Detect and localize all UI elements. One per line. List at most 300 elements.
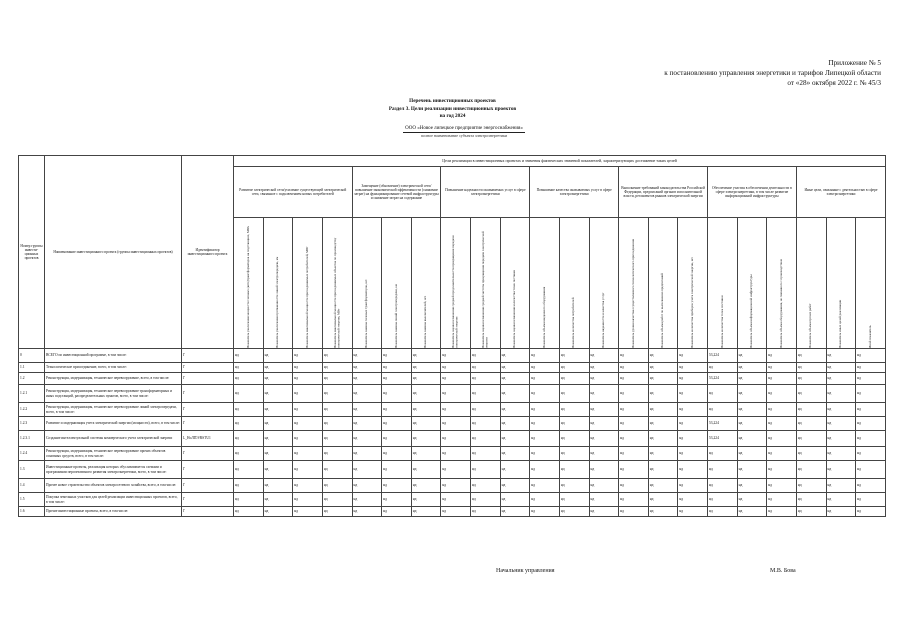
row-value-cell: нд: [856, 479, 886, 493]
row-value-cell: нд: [530, 507, 560, 517]
row-value-cell: нд: [322, 479, 352, 493]
row-value-cell: нд: [619, 447, 649, 461]
row-value-cell: нд: [500, 417, 530, 431]
table-row: [19, 447, 886, 461]
row-value-cell: нд: [293, 403, 323, 417]
row-value-cell: нд: [234, 363, 264, 373]
row-value-cell: нд: [737, 385, 767, 403]
row-value-cell: нд: [767, 385, 797, 403]
row-value-cell: нд: [856, 461, 886, 479]
row-value-cell: нд: [796, 479, 826, 493]
row-value-cell: нд: [382, 507, 412, 517]
header-project-id: Идентификатор инвестиционного проекта: [182, 156, 234, 349]
row-value-cell: нд: [826, 479, 856, 493]
row-value-cell: нд: [500, 363, 530, 373]
row-value-cell: нд: [589, 493, 619, 507]
header-indicator-text: Показатель количества приборов учета электрической энергии, шт.: [689, 256, 694, 348]
row-value-cell: нд: [737, 373, 767, 385]
row-value-cell: нд: [293, 363, 323, 373]
row-value-cell: нд: [293, 461, 323, 479]
row-number: 0: [19, 349, 45, 363]
header-group-2: Замещение (обновление) электрической сети/повышение экономической эффективности (снижение затрат) на функционирование сетевой инфраструктуры и снижение затрат на содержание: [352, 167, 441, 218]
row-project-id: Г: [182, 507, 234, 517]
row-value-cell: нд: [589, 479, 619, 493]
row-value-cell: нд: [441, 349, 471, 363]
row-value-cell: нд: [530, 363, 560, 373]
header-indicator-6: [382, 218, 412, 349]
row-value-cell: нд: [441, 403, 471, 417]
row-value-cell: нд: [441, 431, 471, 447]
header-indicator-text: Показатель увеличения мощности силовых (авто)трансформаторов на подстанциях, МВА: [245, 226, 250, 348]
header-indicator-4: [322, 218, 352, 349]
table-row: [19, 403, 886, 417]
row-value-cell: нд: [648, 461, 678, 479]
row-value-cell: нд: [530, 385, 560, 403]
row-value-cell: нд: [796, 373, 826, 385]
row-value-cell: нд: [322, 403, 352, 417]
table-row: [19, 373, 886, 385]
row-value-cell: нд: [530, 461, 560, 479]
row-value-cell: нд: [678, 493, 708, 507]
row-value-cell: нд: [352, 461, 382, 479]
table-row: [19, 461, 886, 479]
row-value-cell: нд: [234, 447, 264, 461]
row-value-cell: нд: [648, 417, 678, 431]
row-value-cell: нд: [678, 373, 708, 385]
row-value-cell: нд: [234, 349, 264, 363]
row-value-cell: нд: [322, 373, 352, 385]
row-value-cell: нд: [293, 349, 323, 363]
row-value-cell: нд: [322, 349, 352, 363]
header-indicator-12: [559, 218, 589, 349]
row-number: 1.2.3.1: [19, 431, 45, 447]
row-value-cell: нд: [856, 373, 886, 385]
row-value-cell: нд: [263, 507, 293, 517]
row-value-cell: нд: [530, 431, 560, 447]
table-row: [19, 479, 886, 493]
row-value-cell: нд: [619, 373, 649, 385]
row-value-cell: нд: [589, 349, 619, 363]
row-value-cell: нд: [322, 507, 352, 517]
row-project-id: Г: [182, 479, 234, 493]
header-indicator-text: Показатель оценки изменения средней продолжительности прекращения передачи электрической энергии: [451, 235, 459, 348]
row-value-cell: нд: [559, 385, 589, 403]
row-value-cell: нд: [263, 373, 293, 385]
row-value-cell: 53,224: [708, 431, 738, 447]
row-value-cell: нд: [352, 385, 382, 403]
row-value-cell: нд: [322, 385, 352, 403]
row-value-cell: нд: [648, 447, 678, 461]
row-value-cell: нд: [382, 385, 412, 403]
header-group-3: Повышение надежности оказываемых услуг в сфере электроэнергетики: [441, 167, 530, 218]
row-number: 1.2.3: [19, 417, 45, 431]
row-value-cell: нд: [767, 479, 797, 493]
row-number: 1.4: [19, 479, 45, 493]
row-value-cell: нд: [708, 479, 738, 493]
row-value-cell: нд: [234, 417, 264, 431]
header-indicator-text: Показатель уровня качества осуществляемого технологического присоединения: [630, 239, 635, 348]
row-value-cell: нд: [589, 363, 619, 373]
row-value-cell: 53,224: [708, 417, 738, 431]
row-number: 1.6: [19, 507, 45, 517]
row-value-cell: нд: [382, 447, 412, 461]
row-value-cell: нд: [234, 373, 264, 385]
row-value-cell: нд: [737, 431, 767, 447]
row-value-cell: нд: [796, 447, 826, 461]
row-value-cell: нд: [559, 431, 589, 447]
row-value-cell: нд: [530, 403, 560, 417]
row-value-cell: нд: [500, 403, 530, 417]
row-number: 1.3: [19, 461, 45, 479]
header-indicator-15: [648, 218, 678, 349]
row-value-cell: нд: [767, 363, 797, 373]
row-value-cell: нд: [471, 447, 501, 461]
organization-name: ООО «Новое липецкое предприятие энергоснабжения»: [405, 126, 523, 131]
row-value-cell: нд: [530, 447, 560, 461]
row-value-cell: нд: [471, 493, 501, 507]
organization-caption: полное наименование субъекта электроэнергетики: [420, 133, 508, 138]
row-value-cell: нд: [708, 493, 738, 507]
row-value-cell: нд: [619, 493, 649, 507]
row-value-cell: нд: [234, 403, 264, 417]
row-value-cell: нд: [441, 461, 471, 479]
row-value-cell: нд: [737, 403, 767, 417]
row-value-cell: нд: [648, 507, 678, 517]
header-indicator-text: Показатель количества точек поставки: [719, 295, 724, 348]
row-value-cell: нд: [441, 363, 471, 373]
row-value-cell: нд: [382, 479, 412, 493]
table-row: [19, 349, 886, 363]
signature-title: Начальник управления: [496, 568, 555, 574]
row-value-cell: нд: [619, 479, 649, 493]
row-project-id: Г: [182, 363, 234, 373]
row-value-cell: нд: [856, 349, 886, 363]
header-indicator-text: Показатель замены выключателей, шт.: [423, 295, 428, 348]
row-value-cell: нд: [471, 461, 501, 479]
row-value-cell: нд: [382, 363, 412, 373]
row-value-cell: нд: [559, 461, 589, 479]
row-value-cell: нд: [471, 507, 501, 517]
row-value-cell: нд: [293, 479, 323, 493]
row-value-cell: нд: [708, 403, 738, 417]
row-value-cell: нд: [263, 349, 293, 363]
header-indicator-20: [796, 218, 826, 349]
row-value-cell: нд: [471, 479, 501, 493]
row-value-cell: нд: [559, 373, 589, 385]
row-value-cell: нд: [856, 447, 886, 461]
row-value-cell: нд: [678, 363, 708, 373]
header-indicator-22: [856, 218, 886, 349]
row-value-cell: нд: [234, 479, 264, 493]
row-value-cell: нд: [796, 363, 826, 373]
row-value-cell: нд: [589, 385, 619, 403]
row-value-cell: нд: [234, 493, 264, 507]
row-value-cell: нд: [619, 431, 649, 447]
row-value-cell: нд: [411, 363, 441, 373]
header-indicator-text: Показатель максимальной мощности присоединяемых объектов по производству электрической энергии, МВт: [332, 237, 341, 348]
header-indicator-text: Показатель оценки изменения количества точек поставки: [512, 269, 517, 348]
row-project-id: Г: [182, 385, 234, 403]
row-value-cell: нд: [471, 417, 501, 431]
row-value-cell: нд: [856, 417, 886, 431]
row-value-cell: нд: [708, 461, 738, 479]
row-value-cell: нд: [500, 507, 530, 517]
row-value-cell: нд: [352, 373, 382, 385]
header-indicator-text: Показатель объема работ по выполнению предписаний: [660, 273, 665, 348]
header-indicator-text: Показатель объема введенного оборудования: [541, 286, 546, 348]
row-value-cell: нд: [322, 461, 352, 479]
row-value-cell: нд: [559, 403, 589, 417]
row-project-name: Реконструкция, модернизация, техническое перевооружение трансформаторных и иных подстанций, распределительных пунктов, всего, в том числе:: [45, 385, 182, 403]
row-project-id: Г: [182, 403, 234, 417]
row-value-cell: нд: [826, 507, 856, 517]
approval-line-1: Приложение № 5: [828, 59, 881, 67]
row-value-cell: нд: [559, 447, 589, 461]
row-value-cell: нд: [737, 479, 767, 493]
row-value-cell: нд: [471, 385, 501, 403]
row-value-cell: нд: [263, 447, 293, 461]
row-value-cell: нд: [826, 447, 856, 461]
row-value-cell: нд: [411, 385, 441, 403]
row-value-cell: нд: [500, 479, 530, 493]
row-value-cell: нд: [471, 403, 501, 417]
row-value-cell: нд: [619, 507, 649, 517]
approval-line-2: к постановлению управления энергетики и тарифов Липецкой области: [664, 69, 881, 77]
row-value-cell: нд: [826, 461, 856, 479]
header-indicator-text: Показатель замены линий электропередачи, км: [393, 284, 398, 348]
row-value-cell: нд: [678, 417, 708, 431]
row-value-cell: нд: [263, 417, 293, 431]
row-value-cell: нд: [263, 479, 293, 493]
row-project-id: Г: [182, 373, 234, 385]
row-value-cell: нд: [648, 403, 678, 417]
row-project-name: Развитие и модернизация учета электрической энергии (мощности), всего, в том числе:: [45, 417, 182, 431]
row-value-cell: 53,224: [708, 373, 738, 385]
approval-line-3: от «28» октября 2022 г. № 45/3: [787, 79, 881, 87]
header-indicator-text: Показатель увеличения протяженности линий электропередачи, км: [275, 256, 280, 348]
row-value-cell: нд: [411, 493, 441, 507]
header-group-5: Выполнение требований законодательства Российской Федерации, предписаний органов исполнительной власти, регламентов рынков электрической энергии: [619, 167, 708, 218]
row-project-name: Прочие инвестиционные проекты, всего, в том числе:: [45, 507, 182, 517]
header-indicator-text: Показатель оценки изменения средней частоты прекращения передачи электрической энергии: [480, 231, 489, 348]
row-value-cell: нд: [856, 431, 886, 447]
table-row: [19, 385, 886, 403]
title-year: на год 2024: [439, 113, 466, 119]
row-value-cell: нд: [322, 447, 352, 461]
row-value-cell: нд: [708, 385, 738, 403]
row-value-cell: нд: [352, 507, 382, 517]
row-value-cell: нд: [559, 507, 589, 517]
row-value-cell: нд: [826, 373, 856, 385]
row-value-cell: нд: [767, 447, 797, 461]
header-indicator-19: [767, 218, 797, 349]
row-value-cell: нд: [648, 493, 678, 507]
row-project-id: L_НоЛПЭ/RSTU1: [182, 431, 234, 447]
row-value-cell: нд: [856, 403, 886, 417]
row-value-cell: нд: [352, 431, 382, 447]
row-value-cell: нд: [411, 479, 441, 493]
row-value-cell: нд: [293, 385, 323, 403]
row-project-id: Г: [182, 461, 234, 479]
row-value-cell: нд: [678, 403, 708, 417]
header-indicator-text: Показатель объема прочих работ: [808, 303, 813, 348]
row-value-cell: нд: [678, 385, 708, 403]
row-value-cell: нд: [530, 373, 560, 385]
row-value-cell: нд: [737, 447, 767, 461]
header-indicator-text: Показатель количества потребителей: [571, 297, 576, 348]
organization-block: [374, 126, 554, 139]
row-value-cell: нд: [826, 493, 856, 507]
row-value-cell: нд: [796, 385, 826, 403]
header-goals: Цели реализации в инвестиционных проектах и значения фактических значений показателей, характеризующих достижение таких целей: [234, 156, 886, 167]
row-value-cell: нд: [382, 431, 412, 447]
row-value-cell: нд: [767, 461, 797, 479]
row-project-name: Технологическое присоединение, всего, в том числе:: [45, 363, 182, 373]
row-value-cell: нд: [500, 447, 530, 461]
row-number: 1.2.2: [19, 403, 45, 417]
row-value-cell: нд: [678, 447, 708, 461]
row-value-cell: нд: [530, 349, 560, 363]
row-value-cell: нд: [678, 349, 708, 363]
row-value-cell: нд: [411, 507, 441, 517]
row-number: 1.5: [19, 493, 45, 507]
row-value-cell: нд: [293, 493, 323, 507]
table-row: [19, 417, 886, 431]
row-project-id: Г: [182, 417, 234, 431]
header-indicator-8: [441, 218, 471, 349]
row-value-cell: нд: [619, 403, 649, 417]
row-value-cell: нд: [322, 493, 352, 507]
row-value-cell: нд: [767, 373, 797, 385]
row-value-cell: нд: [648, 385, 678, 403]
row-project-id: Г: [182, 447, 234, 461]
row-value-cell: нд: [500, 461, 530, 479]
row-value-cell: нд: [559, 493, 589, 507]
row-number: 1.1: [19, 363, 45, 373]
row-value-cell: нд: [737, 507, 767, 517]
table-row: [19, 431, 886, 447]
row-value-cell: нд: [471, 349, 501, 363]
row-value-cell: нд: [796, 431, 826, 447]
row-value-cell: нд: [322, 431, 352, 447]
row-value-cell: нд: [796, 493, 826, 507]
row-value-cell: нд: [678, 461, 708, 479]
row-number: 1.2: [19, 373, 45, 385]
row-value-cell: нд: [826, 385, 856, 403]
row-value-cell: нд: [796, 507, 826, 517]
table-row: [19, 507, 886, 517]
header-indicator-21: [826, 218, 856, 349]
row-value-cell: нд: [796, 417, 826, 431]
row-value-cell: нд: [441, 479, 471, 493]
row-value-cell: нд: [619, 461, 649, 479]
row-value-cell: нд: [441, 493, 471, 507]
row-value-cell: нд: [678, 431, 708, 447]
row-value-cell: нд: [441, 507, 471, 517]
row-project-name: Покупка земельных участков для целей реализации инвестиционных проектов, всего, в том числе:: [45, 493, 182, 507]
header-indicator-5: [352, 218, 382, 349]
header-group-6: Обеспечение участия в обеспечении деятельности в сфере электроэнергетики, в том числе развитие информационной инфраструктуры: [708, 167, 797, 218]
row-value-cell: нд: [352, 417, 382, 431]
row-project-id: Г: [182, 349, 234, 363]
row-value-cell: нд: [530, 417, 560, 431]
row-value-cell: нд: [559, 363, 589, 373]
header-indicator-18: [737, 218, 767, 349]
row-value-cell: нд: [589, 447, 619, 461]
row-value-cell: нд: [352, 403, 382, 417]
header-indicator-text: Показатель объема оборудования, не связанного с производством: [778, 259, 783, 348]
row-value-cell: нд: [589, 403, 619, 417]
row-value-cell: нд: [589, 373, 619, 385]
header-indicator-13: [589, 218, 619, 349]
row-value-cell: нд: [234, 431, 264, 447]
row-project-name: Реконструкция, модернизация, техническое перевооружение прочих объектов основных средств, всего, в том числе:: [45, 447, 182, 461]
title-section: Раздел 3. Цели реализации инвестиционных проектов: [388, 105, 517, 112]
row-value-cell: нд: [826, 431, 856, 447]
row-value-cell: нд: [263, 461, 293, 479]
row-value-cell: нд: [500, 385, 530, 403]
row-value-cell: нд: [382, 403, 412, 417]
row-value-cell: нд: [796, 461, 826, 479]
row-value-cell: нд: [352, 479, 382, 493]
row-value-cell: нд: [648, 479, 678, 493]
row-value-cell: нд: [263, 385, 293, 403]
row-project-name: Реконструкция, модернизация, техническое перевооружение линий электропередачи, всего, в том числе:: [45, 403, 182, 417]
row-value-cell: нд: [708, 447, 738, 461]
row-value-cell: нд: [737, 363, 767, 373]
row-value-cell: нд: [411, 349, 441, 363]
header-indicator-14: [619, 218, 649, 349]
row-value-cell: нд: [293, 447, 323, 461]
header-group-7: Иные цели, связанные с деятельностью в сфере электроэнергетики: [796, 167, 885, 218]
table-row: [19, 363, 886, 373]
row-value-cell: нд: [441, 385, 471, 403]
header-indicator-16: [678, 218, 708, 349]
row-value-cell: нд: [352, 349, 382, 363]
title-list: Перечень инвестиционных проектов: [409, 98, 496, 104]
row-value-cell: нд: [382, 493, 412, 507]
row-value-cell: нд: [559, 349, 589, 363]
header-indicator-11: [530, 218, 560, 349]
header-indicator-7: [411, 218, 441, 349]
table-row: [19, 493, 886, 507]
row-value-cell: нд: [826, 403, 856, 417]
header-indicator-text: Показатель максимальной мощности присоединяемых потребителей, МВт: [304, 246, 309, 348]
row-value-cell: нд: [500, 349, 530, 363]
row-number: 1.2.1: [19, 385, 45, 403]
row-value-cell: нд: [471, 363, 501, 373]
row-value-cell: нд: [293, 417, 323, 431]
row-number: 1.2.4: [19, 447, 45, 461]
row-value-cell: нд: [589, 461, 619, 479]
row-value-cell: нд: [856, 385, 886, 403]
row-value-cell: нд: [530, 479, 560, 493]
row-value-cell: нд: [559, 417, 589, 431]
row-value-cell: нд: [441, 417, 471, 431]
row-value-cell: нд: [648, 349, 678, 363]
row-value-cell: нд: [708, 507, 738, 517]
row-value-cell: нд: [263, 403, 293, 417]
header-group-1: Развитие электрической сети/усиление существующей электрической сети, связанное с подключением новых потребителей: [234, 167, 353, 218]
row-value-cell: нд: [648, 373, 678, 385]
row-project-name: Инвестиционные проекты, реализация которых обуславливается схемами и программами перспективного развития электроэнергетики, всего, в том числе:: [45, 461, 182, 479]
header-indicator-2: [263, 218, 293, 349]
row-value-cell: нд: [737, 417, 767, 431]
row-value-cell: нд: [826, 349, 856, 363]
row-value-cell: нд: [767, 431, 797, 447]
row-value-cell: нд: [411, 447, 441, 461]
header-indicator-text: Показатель объема информационной инфраструктуры: [749, 274, 754, 348]
